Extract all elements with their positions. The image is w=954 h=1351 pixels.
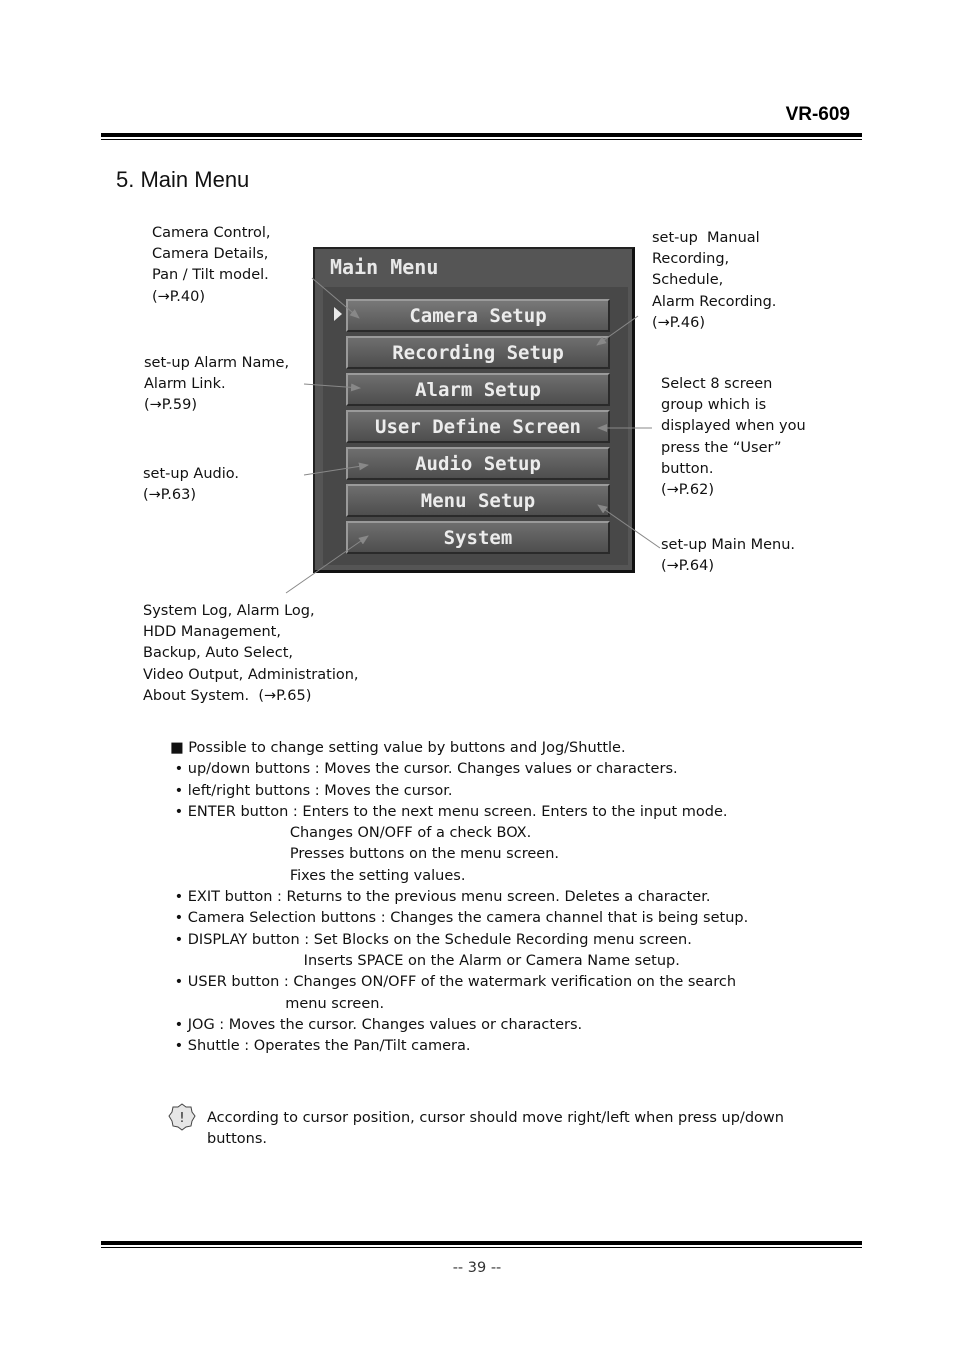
page-number: -- 39 -- xyxy=(452,1260,502,1276)
leader-camera xyxy=(312,278,359,318)
leader-system xyxy=(286,536,368,593)
instruction-line: Inserts SPACE on the Alarm or Camera Name setup. xyxy=(170,952,680,969)
instruction-line: • EXIT button : Returns to the previous menu screen. Deletes a character. xyxy=(170,889,711,906)
model-name: VR-609 xyxy=(785,104,850,125)
menu-item-menu-setup[interactable]: Menu Setup xyxy=(346,484,610,517)
menu-item-user-define-screen[interactable]: User Define Screen xyxy=(346,410,610,443)
section-title: 5. Main Menu xyxy=(116,167,250,192)
menu-item-alarm-setup[interactable]: Alarm Setup xyxy=(346,373,610,406)
instruction-list xyxy=(170,738,748,1057)
menu-item-camera-setup[interactable]: Camera Setup xyxy=(346,299,610,332)
annotation-system: System Log, Alarm Log, HDD Management, Backup, Auto Select, Video Output, Administration, About System. (→P.65) xyxy=(143,603,359,704)
instruction-line: Presses buttons on the menu screen. xyxy=(170,846,559,863)
instruction-line: • ENTER button : Enters to the next menu screen. Enters to the input mode. xyxy=(170,803,728,820)
instruction-line: ■ Possible to change setting value by buttons and Jog/Shuttle. xyxy=(170,740,626,756)
caution-icon xyxy=(168,1103,196,1131)
instruction-line: • JOG : Moves the cursor. Changes values or characters. xyxy=(170,1016,583,1033)
instruction-line: • Shuttle : Operates the Pan/Tilt camera. xyxy=(170,1038,471,1055)
annotation-user-define: Select 8 screen group which is displayed when you press the “User” button. (→P.62) xyxy=(661,376,806,499)
instruction-line: Fixes the setting values. xyxy=(170,867,466,884)
leader-recording xyxy=(597,316,638,345)
osd-title: Main Menu xyxy=(330,255,439,279)
annotation-menu: set-up Main Menu. (→P.64) xyxy=(661,537,796,575)
annotation-alarm: set-up Alarm Name, Alarm Link. (→P.59) xyxy=(144,355,290,414)
annotation-camera: Camera Control, Camera Details, Pan / Tilt model. (→P.40) xyxy=(152,225,271,305)
instruction-line: • DISPLAY button : Set Blocks on the Schedule Recording menu screen. xyxy=(170,931,692,948)
footer-rule-thin xyxy=(101,1247,862,1248)
instruction-line: • left/right buttons : Moves the cursor. xyxy=(170,782,453,799)
instruction-line: • Camera Selection buttons : Changes the camera channel that is being setup. xyxy=(170,910,749,927)
annotation-audio: set-up Audio. (→P.63) xyxy=(143,466,239,504)
instruction-line: • USER button : Changes ON/OFF of the watermark verification on the search xyxy=(170,974,737,991)
caution-icon-label: ! xyxy=(179,1111,185,1126)
menu-item-audio-setup[interactable]: Audio Setup xyxy=(346,447,610,480)
leader-audio xyxy=(304,465,368,475)
leader-alarm xyxy=(304,384,360,388)
caution-text: According to cursor position, cursor should move right/left when press up/down buttons. xyxy=(207,1110,784,1147)
instruction-line: • up/down buttons : Moves the cursor. Changes values or characters. xyxy=(170,761,678,778)
instruction-line: Changes ON/OFF of a check BOX. xyxy=(170,825,532,842)
instruction-line: menu screen. xyxy=(170,995,385,1012)
leader-menu xyxy=(598,505,660,548)
footer-rule xyxy=(101,1241,862,1245)
annotation-recording: set-up Manual Recording, Schedule, Alarm Recording. (→P.46) xyxy=(652,230,777,331)
menu-item-recording-setup[interactable]: Recording Setup xyxy=(346,336,610,369)
menu-item-system[interactable]: System xyxy=(346,521,610,554)
